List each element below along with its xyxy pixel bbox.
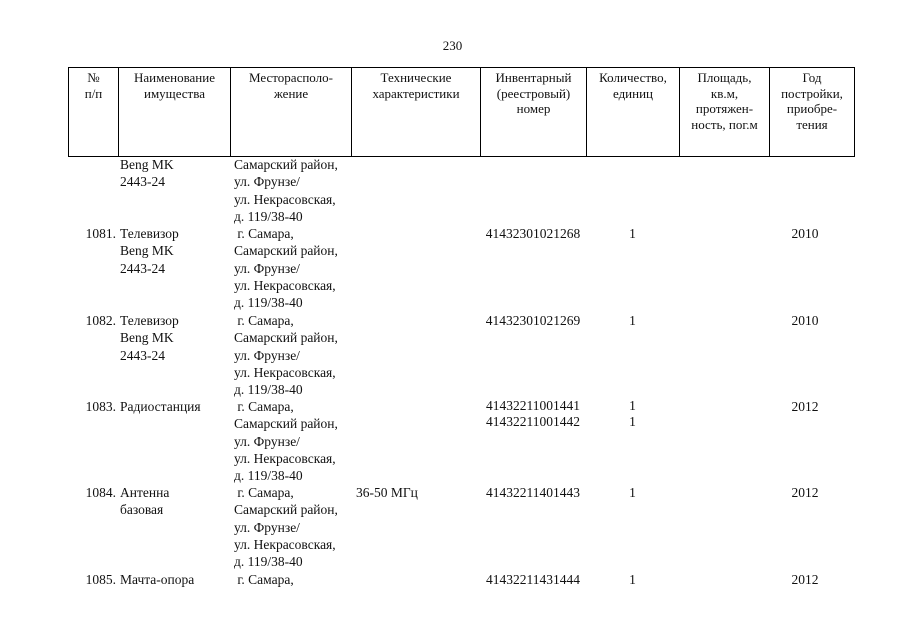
cell-number: 1081.	[85, 226, 116, 241]
cell-year: 2010	[791, 226, 819, 241]
cell-name: Телевизор Beng MK 2443-24	[120, 313, 179, 363]
cell-location: г. Самара, Самарский район, ул. Фрунзе/ ул. Некрасовская, д. 119/38-40	[234, 226, 338, 311]
cell-quantity: 1 1	[629, 398, 636, 429]
cell-name: Телевизор Beng MK 2443-24	[120, 226, 179, 276]
cell-location: г. Самара,	[234, 572, 294, 587]
cell-year: 2012	[791, 485, 819, 500]
cell-inventory: 41432301021268	[485, 226, 581, 241]
cell-location: г. Самара, Самарский район, ул. Фрунзе/ ул. Некрасовская, д. 119/38-40	[234, 485, 338, 570]
cell-location: г. Самара, Самарский район, ул. Фрунзе/ ул. Некрасовская, д. 119/38-40	[234, 313, 338, 398]
cell-inventory: 41432211431444	[486, 572, 580, 587]
page-number: 230	[442, 38, 463, 53]
cell-location: Самарский район, ул. Фрунзе/ ул. Некрасовская, д. 119/38-40	[234, 157, 338, 224]
column-header-number: № п/п	[69, 68, 119, 156]
column-header-area: Площадь, кв.м, протяжен- ность, пог.м	[680, 68, 770, 156]
column-header-inventory: Инвентарный (реестровый) номер	[481, 68, 587, 156]
cell-number: 1084.	[85, 485, 116, 500]
cell-quantity: 1	[629, 572, 636, 587]
cell-number: 1085.	[85, 572, 116, 587]
table-header	[68, 67, 855, 157]
cell-quantity: 1	[629, 226, 636, 241]
cell-tech: 36-50 МГц	[356, 485, 418, 500]
cell-quantity: 1	[629, 313, 636, 328]
column-header-tech: Технические характеристики	[352, 68, 481, 156]
cell-year: 2012	[791, 399, 819, 414]
cell-year: 2012	[791, 572, 819, 587]
cell-number: 1083.	[85, 399, 116, 414]
cell-name: Мачта-опора	[120, 572, 195, 587]
cell-location: г. Самара, Самарский район, ул. Фрунзе/ ул. Некрасовская, д. 119/38-40	[234, 399, 338, 484]
cell-number: 1082.	[85, 313, 116, 328]
cell-name: Beng MK 2443-24	[120, 157, 174, 190]
cell-name: Радиостанция	[120, 399, 201, 414]
cell-inventory: 41432211401443	[486, 485, 580, 500]
cell-quantity: 1	[629, 485, 636, 500]
column-header-year: Год постройки, приобре- тения	[770, 68, 855, 156]
column-header-quantity: Количество, единиц	[587, 68, 680, 156]
cell-name: Антенна базовая	[120, 485, 170, 518]
cell-year: 2010	[791, 313, 819, 328]
column-header-location: Месторасполо- жение	[231, 68, 352, 156]
cell-inventory: 41432301021269	[485, 313, 581, 328]
column-header-name: Наименование имущества	[119, 68, 231, 156]
cell-inventory: 41432211001441 41432211001442	[486, 398, 580, 429]
